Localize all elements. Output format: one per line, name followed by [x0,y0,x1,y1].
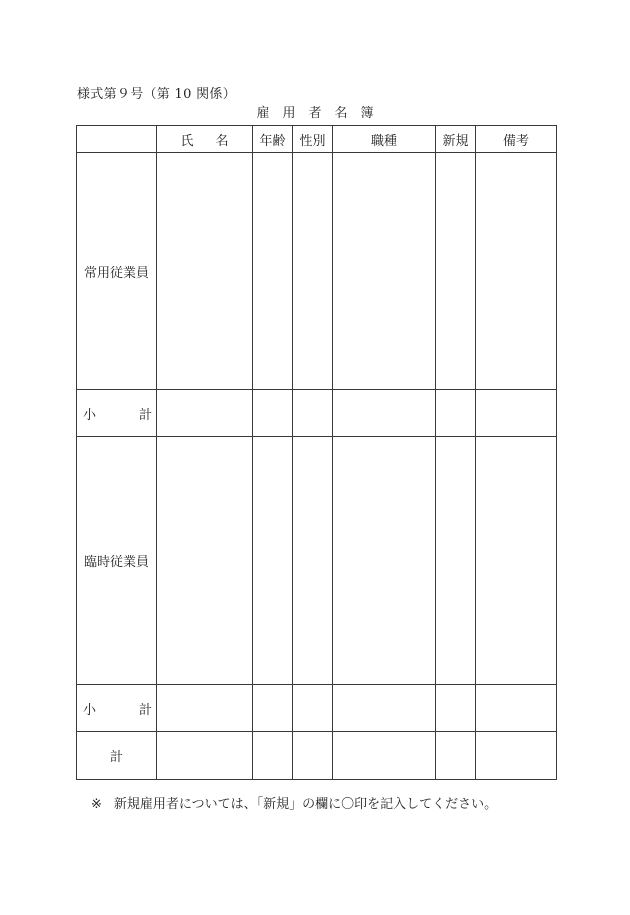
subtotal-2-label-cell [77,685,157,732]
total-gender-cell[interactable] [293,732,333,780]
temporary-employees-row [77,437,557,685]
subtotal-1-gender-cell[interactable] [293,390,333,437]
subtotal-2-label: 小計 [83,702,152,718]
temporary-gender-cell[interactable] [293,437,333,685]
subtotal-2-gender-cell[interactable] [293,685,333,732]
temporary-new-hire-cell[interactable] [436,437,476,685]
subtotal-1-label: 小計 [83,407,152,423]
total-label: 計 [77,732,157,780]
footnote [91,793,497,812]
regular-remarks-cell[interactable] [476,153,557,390]
subtotal-row-1 [77,390,557,437]
subtotal-2-remarks-cell[interactable] [476,685,557,732]
subtotal-1-new-hire-cell[interactable] [436,390,476,437]
total-occupation-cell[interactable] [333,732,436,780]
document-title: 雇用者名簿 [256,106,387,121]
form-number: 様式第９号（第 10 関係） [77,87,237,102]
subtotal-2-age-cell[interactable] [253,685,293,732]
header-occupation: 職種 [333,126,436,153]
total-row [77,732,557,780]
temporary-employees-label: 臨時従業員 [77,437,157,685]
header-row [77,126,557,153]
regular-occupation-cell[interactable] [333,153,436,390]
header-name-label: 氏名 [180,133,229,149]
header-gender: 性別 [293,126,333,153]
regular-employees-label: 常用従業員 [77,153,157,390]
header-name [157,126,253,153]
temporary-remarks-cell[interactable] [476,437,557,685]
regular-age-cell[interactable] [253,153,293,390]
subtotal-2-occupation-cell[interactable] [333,685,436,732]
regular-employees-row [77,153,557,390]
subtotal-1-occupation-cell[interactable] [333,390,436,437]
subtotal-2-name-cell[interactable] [157,685,253,732]
temporary-age-cell[interactable] [253,437,293,685]
total-remarks-cell[interactable] [476,732,557,780]
total-age-cell[interactable] [253,732,293,780]
header-age: 年齢 [253,126,293,153]
regular-name-cell[interactable] [157,153,253,390]
subtotal-row-2 [77,685,557,732]
regular-gender-cell[interactable] [293,153,333,390]
total-new-hire-cell[interactable] [436,732,476,780]
total-name-cell[interactable] [157,732,253,780]
temporary-occupation-cell[interactable] [333,437,436,685]
footnote-text: 新規雇用者については、「新規」の欄に〇印を記入してください。 [113,797,498,812]
header-remarks: 備考 [476,126,557,153]
subtotal-1-label-cell [77,390,157,437]
footnote-mark: ※ [91,797,102,812]
subtotal-1-age-cell[interactable] [253,390,293,437]
subtotal-2-new-hire-cell[interactable] [436,685,476,732]
subtotal-1-name-cell[interactable] [157,390,253,437]
subtotal-1-remarks-cell[interactable] [476,390,557,437]
temporary-name-cell[interactable] [157,437,253,685]
header-new-hire: 新規 [436,126,476,153]
employee-roster-table [76,125,557,780]
header-category [77,126,157,153]
regular-new-hire-cell[interactable] [436,153,476,390]
